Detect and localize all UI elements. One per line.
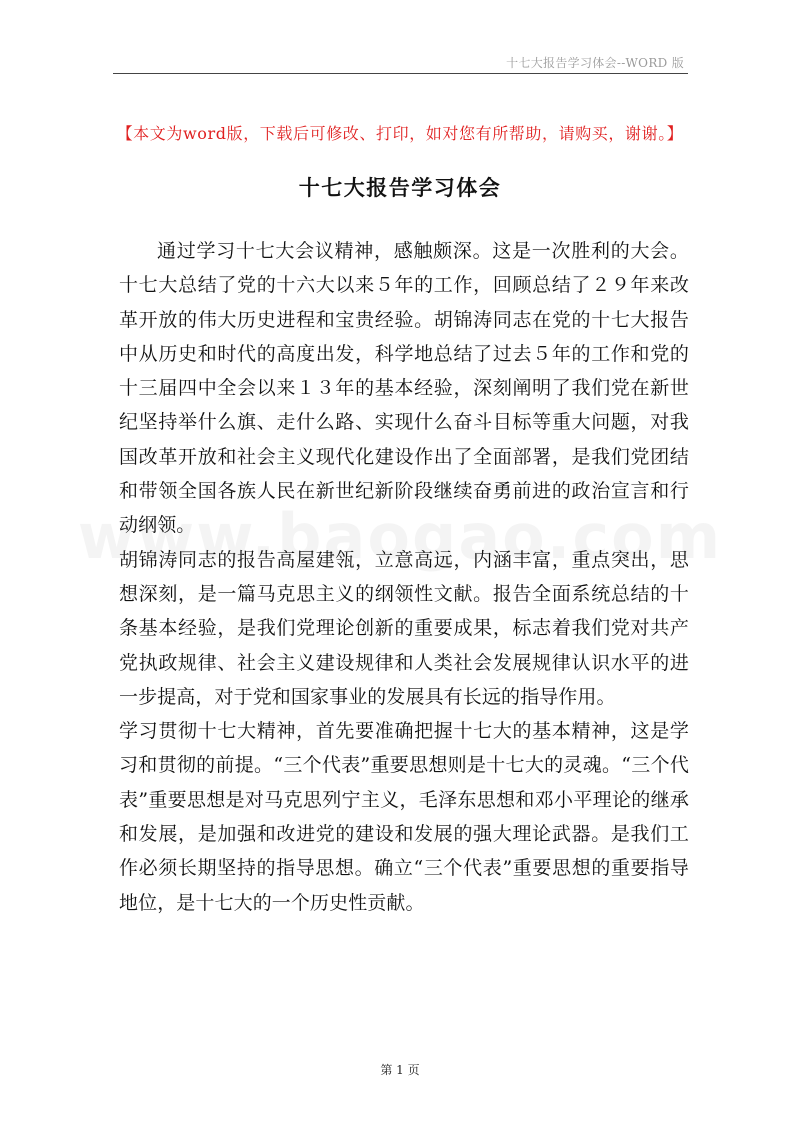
paragraph-2: 胡锦涛同志的报告高屋建瓴，立意高远，内涵丰富，重点突出，思想深刻，是一篇马克思主义的纲领性文献。报告全面系统总结的十条基本经验，是我们党理论创新的重要成果，标志着我们党对共产党执政规律、社会主义建设规律和人类社会发展规律认识水平的进一步提高，对于党和国家事业的发展具有长远的指导作用。 [119, 548, 689, 708]
download-notice: 【本文为word版，下载后可修改、打印，如对您有所帮助，请购买，谢谢。】 [116, 124, 684, 143]
document-title: 十七大报告学习体会 [298, 175, 502, 200]
header-divider [113, 73, 688, 74]
running-header: 十七大报告学习体会--WORD 版 [506, 56, 684, 70]
document-body [119, 234, 689, 920]
paragraph-3: 学习贯彻十七大精神，首先要准确把握十七大的基本精神，这是学习和贯彻的前提。“三个代表”重要思想则是十七大的灵魂。“三个代表”重要思想是对马克思列宁主义，毛泽东思想和邓小平理论的继承和发展，是加强和改进党的建设和发展的强大理论武器。是我们工作必须长期坚持的指导思想。确立“三个代表”重要思想的重要指导地位，是十七大的一个历史性贡献。 [119, 720, 689, 914]
paragraph-1: 通过学习十七大会议精神，感触颇深。这是一次胜利的大会。十七大总结了党的十六大以来５年的工作，回顾总结了２９年来改革开放的伟大历史进程和宝贵经验。胡锦涛同志在党的十七大报告中从历史和时代的高度出发，科学地总结了过去５年的工作和党的十三届四中全会以来１３年的基本经验，深刻阐明了我们党在新世纪坚持举什么旗、走什么路、实现什么奋斗目标等重大问题，对我国改革开放和社会主义现代化建设作出了全面部署，是我们党团结和带领全国各族人民在新世纪新阶段继续奋勇前进的政治宣言和行动纲领。 [119, 240, 689, 537]
page-number: 第 1 页 [380, 1063, 420, 1077]
